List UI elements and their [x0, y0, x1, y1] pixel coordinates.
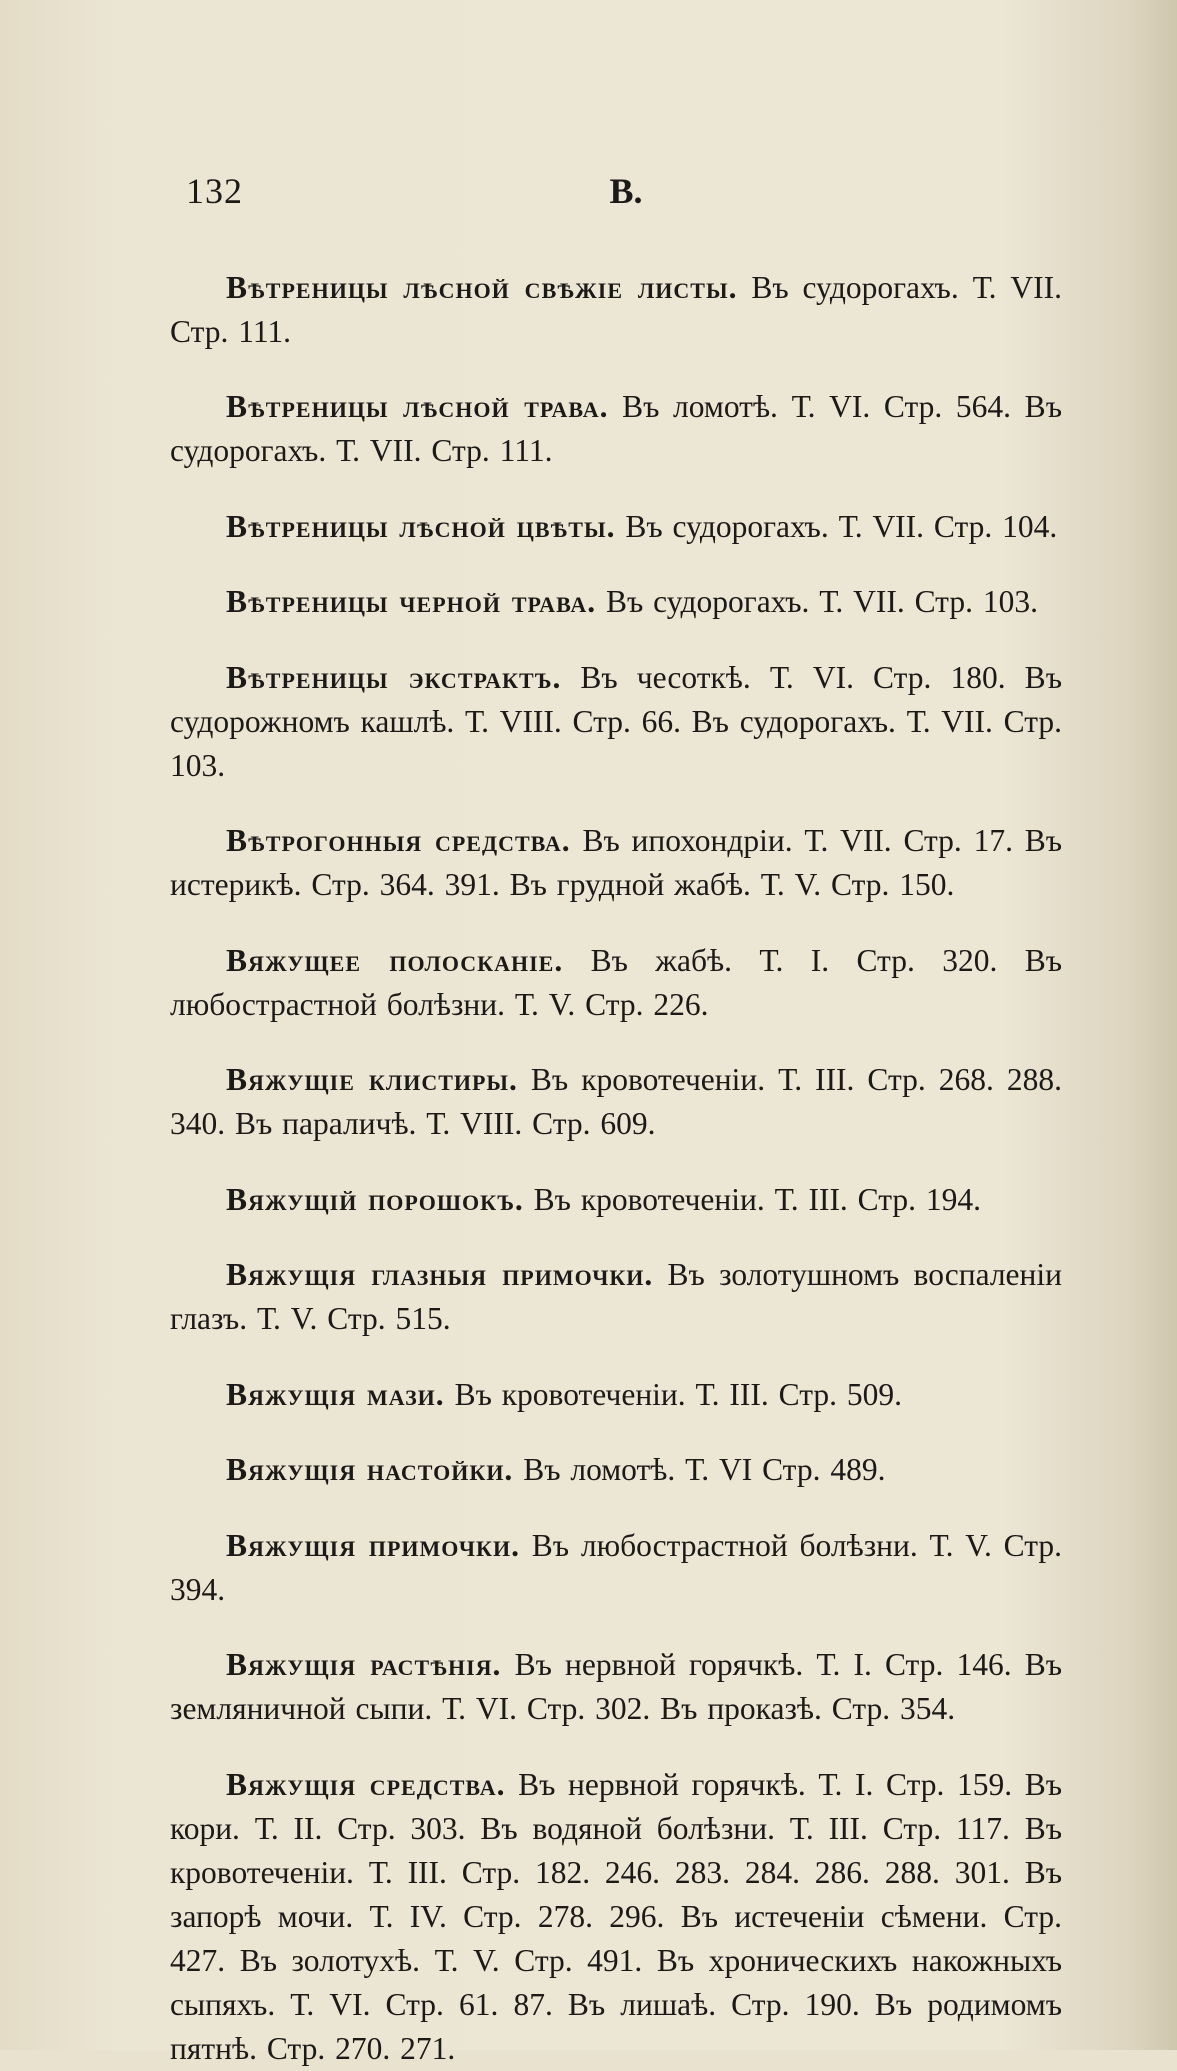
- entry-term: Вяжущія глазныя примочки.: [226, 1257, 654, 1292]
- index-entries: [170, 234, 1062, 2071]
- entry-term: Вѣтреницы лѣсной свѣжіе листы.: [226, 269, 738, 305]
- entry-term: Вяжущія примочки.: [226, 1527, 520, 1563]
- index-entry: [170, 1253, 1062, 1341]
- entry-text: Въ кровотеченіи. Т. III. Стр. 268. 288. 340. Въ параличѣ. Т. VIII. Стр. 609.: [170, 1062, 1063, 1141]
- index-entry: [170, 1448, 1062, 1492]
- entry-text: Въ нервной горячкѣ. Т. I. Стр. 146. Въ земляничной сыпи. Т. VI. Стр. 302. Въ проказѣ. Стр. 354.: [170, 1647, 1062, 1726]
- index-entry: [170, 580, 1062, 624]
- index-entry: [170, 819, 1062, 907]
- entry-term: Вѣтреницы лѣсной цвѣты.: [226, 508, 616, 544]
- entry-term: Вѣтреницы экстрактъ.: [226, 659, 562, 695]
- entry-term: Вяжущее полосканіе.: [226, 942, 564, 978]
- entry-term: Вяжущія настойки.: [226, 1452, 514, 1487]
- entry-term: Вяжущія мази.: [226, 1376, 445, 1412]
- index-entry: [170, 385, 1062, 473]
- index-entry: [170, 1178, 1062, 1222]
- entry-text: Въ ломотѣ. Т. VI Стр. 489.: [523, 1452, 886, 1487]
- entry-term: Вѣтреницы лѣсной трава.: [226, 389, 609, 424]
- index-entry: [170, 505, 1062, 549]
- index-entry: [170, 939, 1062, 1027]
- page-number: 132: [186, 171, 243, 211]
- entry-text: Въ ломотѣ. Т. VI. Стр. 564. Въ судорогахъ. Т. VII. Стр. 111.: [170, 389, 1062, 468]
- entry-term: Вяжущія растѣнія.: [226, 1647, 502, 1682]
- entry-text: Въ судорогахъ. Т. VII. Стр. 104.: [625, 508, 1058, 544]
- index-entry: [170, 1643, 1062, 1731]
- entry-text: Въ судорогахъ. Т. VII. Стр. 111.: [170, 269, 1063, 349]
- index-entry: [170, 1763, 1062, 2071]
- entry-term: Вѣтрогонныя средства.: [226, 823, 571, 858]
- entry-term: Вяжущій порошокъ.: [226, 1181, 524, 1217]
- index-entry: [170, 1058, 1062, 1146]
- entry-text: Въ любострастной болѣзни. Т. V. Стр. 394.: [170, 1527, 1063, 1607]
- entry-term: Вяжущія средства.: [226, 1766, 506, 1802]
- index-entry: [170, 1373, 1062, 1417]
- entry-text: Въ кровотеченіи. Т. III. Стр. 509.: [454, 1376, 902, 1412]
- index-entry: [170, 266, 1062, 354]
- entry-text: Въ судорогахъ. Т. VII. Стр. 103.: [606, 584, 1038, 619]
- page-header: [186, 170, 1066, 220]
- entry-text: Въ золотушномъ воспаленіи глазъ. Т. V. Стр. 515.: [170, 1257, 1063, 1336]
- entry-text: Въ жабѣ. Т. I. Стр. 320. Въ любострастной болѣзни. Т. V. Стр. 226.: [170, 942, 1062, 1022]
- section-letter: В.: [609, 171, 643, 211]
- entry-text: Въ нервной горячкѣ. Т. I. Стр. 159. Въ кори. Т. II. Стр. 303. Въ водяной болѣзни. Т. III. Стр. 117. Въ кровотеченіи. Т. III. Стр. 182. 246. 283. 284. 286. 288. 301. Въ запорѣ мочи. Т. IV. Стр. 278. 296. Въ истеченіи сѣмени. Стр. 427. Въ золотухѣ. Т. V. Стр. 491. Въ хроническихъ накожныхъ сыпяхъ. Т. VI. Стр. 61. 87. Въ лишаѣ. Стр. 190. Въ родимомъ пятнѣ. Стр. 270. 271.: [170, 1766, 1063, 2066]
- entry-text: Въ ипохондріи. Т. VII. Стр. 17. Въ истерикѣ. Стр. 364. 391. Въ грудной жабѣ. Т. V. Стр. 150.: [170, 823, 1062, 902]
- entry-text: Въ чесоткѣ. Т. VI. Стр. 180. Въ судорожномъ кашлѣ. Т. VIII. Стр. 66. Въ судорогахъ. Т. VII. Стр. 103.: [170, 659, 1062, 783]
- entry-term: Вѣтреницы черной трава.: [226, 584, 597, 619]
- entry-text: Въ кровотеченіи. Т. III. Стр. 194.: [533, 1181, 982, 1217]
- index-entry: [170, 656, 1062, 788]
- index-entry: [170, 1524, 1062, 1612]
- entry-term: Вяжущіе клистиры.: [226, 1062, 518, 1097]
